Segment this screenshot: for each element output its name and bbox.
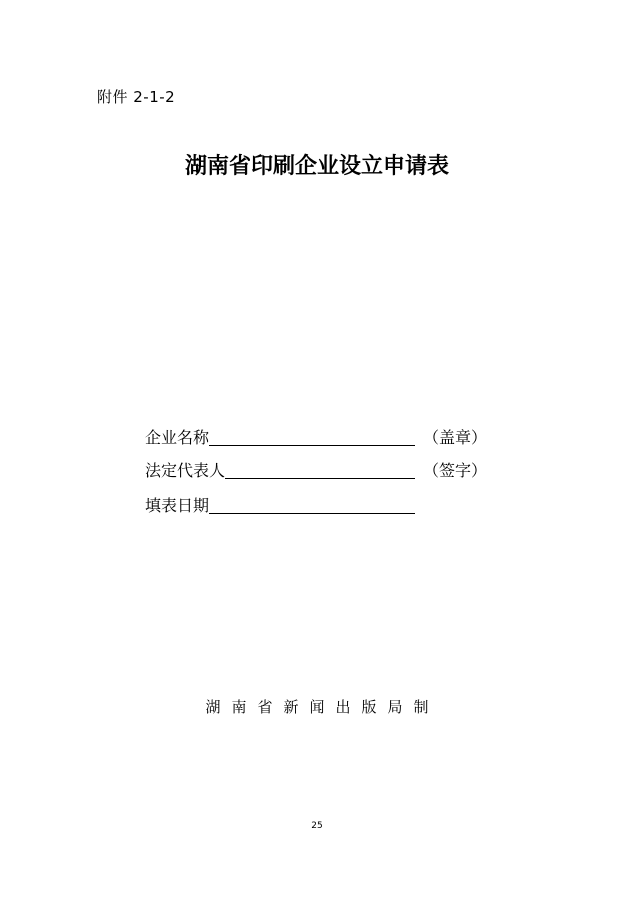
attachment-label: 附件 2-1-2 [97, 88, 176, 106]
issuer-text: 湖南省新闻出版局制 [205, 698, 440, 716]
document-title: 湖南省印刷企业设立申请表 [184, 154, 449, 179]
fill-date-label: 填表日期 [145, 496, 210, 515]
fill-date-field [145, 494, 415, 516]
fill-date-input-line[interactable] [209, 495, 415, 514]
signature-note: （签字） [423, 461, 488, 480]
legal-representative-input-line[interactable] [225, 460, 415, 479]
page-number: 25 [311, 821, 323, 831]
company-name-label: 企业名称 [145, 428, 210, 447]
company-name-field [145, 426, 488, 448]
legal-representative-field [145, 459, 488, 481]
legal-representative-label: 法定代表人 [145, 461, 226, 480]
seal-note: （盖章） [423, 428, 488, 447]
company-name-input-line[interactable] [209, 427, 415, 446]
